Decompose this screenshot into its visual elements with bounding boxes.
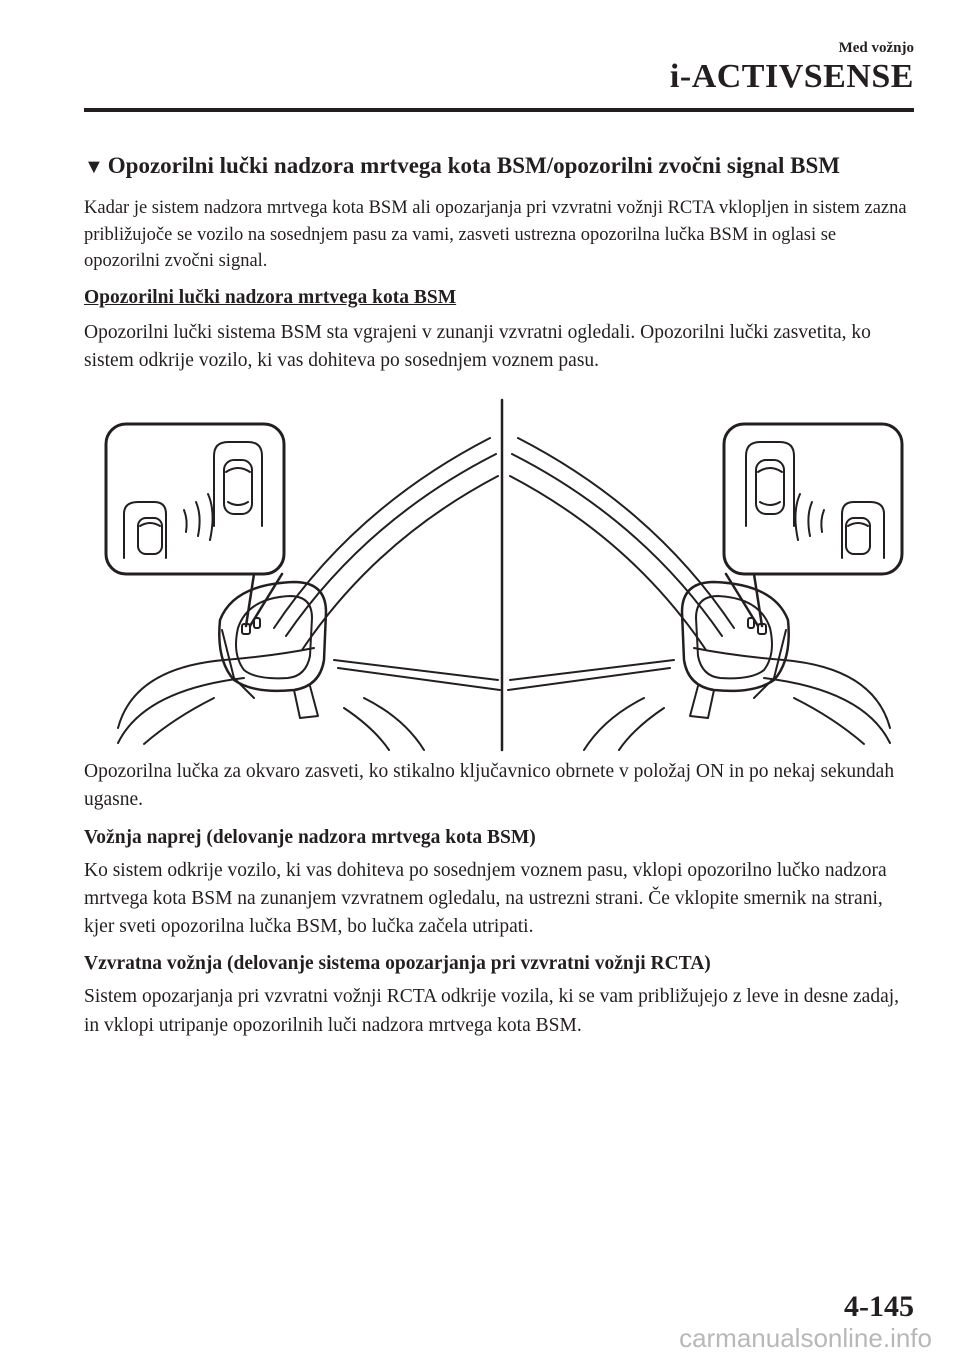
subsection-title-bsm-lights: Opozorilni lučki nadzora mrtvega kota BSM <box>84 287 457 309</box>
triangle-marker-icon: ▼ <box>84 156 104 178</box>
right-mirror-view <box>508 424 902 750</box>
header-title: i-ACTIVSENSE <box>669 58 914 95</box>
header-rule <box>84 108 914 112</box>
section-heading-text: Opozorilni lučki nadzora mrtvega kota BSM/opozorilni zvočni signal BSM <box>107 153 840 178</box>
subsection-text-forward: Ko sistem odkrije vozilo, ki vas dohiteva po sosednjem voznem pasu, vklopi opozorilno lučko nadzora mrtvega kota BSM na zunanjem vzvratnem ogledalu, na ustrezni strani. Če vklopite smernik na strani, kjer sveti opozorilna lučka BSM, bo lučka začela utripati. <box>84 859 887 938</box>
page-number: 4-145 <box>844 1290 914 1323</box>
header-chapter: Med vožnjo <box>838 40 914 56</box>
watermark: carmanualsonline.info <box>679 1323 932 1353</box>
subsection-text-reverse: Sistem opozarjanja pri vzvratni vožnji RCTA odkrije vozila, ki se vam približujejo z leve in desne zadaj, in vklopi utripanje opozorilnih luči nadzora mrtvega kota BSM. <box>84 986 900 1036</box>
subsection-title-reverse: Vzvratna vožnja (delovanje sistema opozarjanja pri vzvratni vožnji RCTA) <box>84 953 711 975</box>
subsection-text-bsm-lights: Opozorilni lučki sistema BSM sta vgrajeni v zunanji vzvratni ogledali. Opozorilni lučki zasvetita, ko sistem odkrije vozilo, ki vas dohiteva po sosednjem voznem pasu. <box>84 322 871 372</box>
section-intro: Kadar je sistem nadzora mrtvega kota BSM ali opozarjanja pri vzvratni vožnji RCTA vklopljen in sistem zazna približujoče se vozilo na sosednjem pasu za vami, zasveti ustrezna opozorilna lučka BSM in oglasi se opozorilni zvočni signal. <box>84 197 907 272</box>
subsection-title-forward: Vožnja naprej (delovanje nadzora mrtvega kota BSM) <box>84 826 536 848</box>
main-content <box>84 152 916 376</box>
section-heading <box>84 152 916 181</box>
malfunction-light-text: Opozorilna lučka za okvaro zasveti, ko stikalno ključavnico obrnete v položaj ON in po nekaj sekundah ugasne. <box>84 761 895 811</box>
after-figure-content <box>84 758 916 1040</box>
left-mirror-view <box>106 424 500 750</box>
mirror-illustration <box>104 398 904 754</box>
